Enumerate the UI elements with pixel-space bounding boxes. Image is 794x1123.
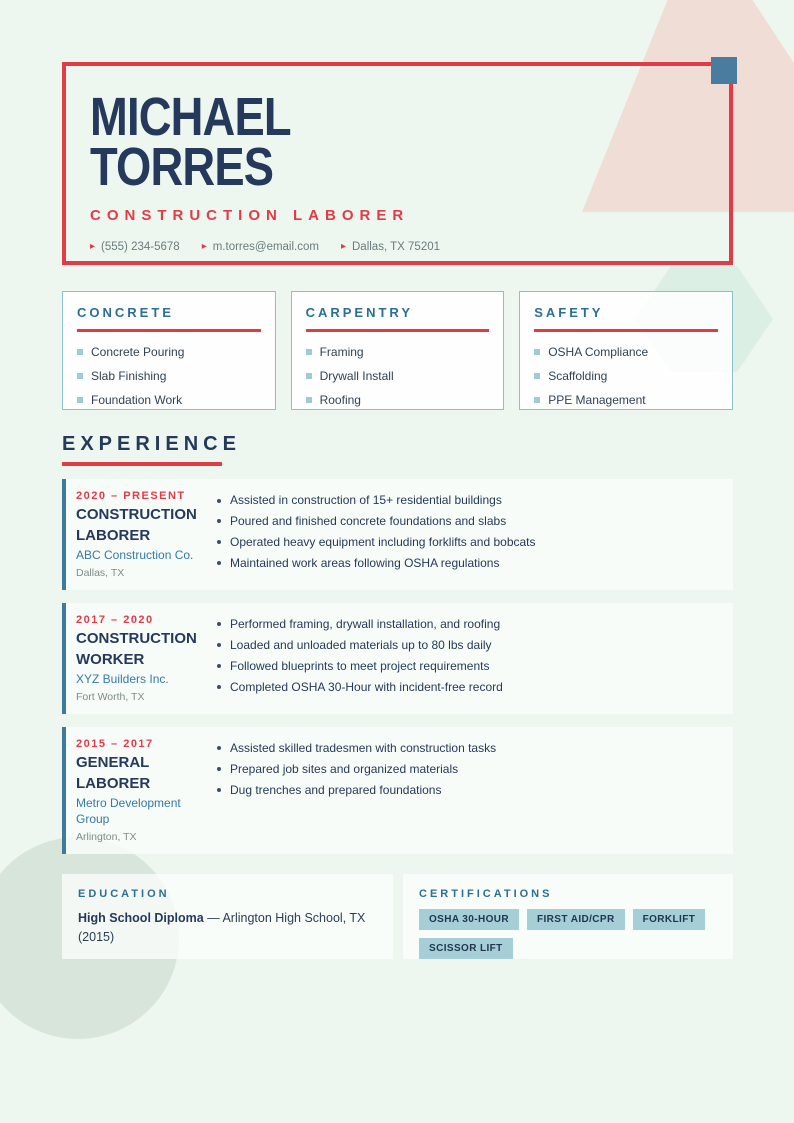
bottom-row [62,874,733,959]
skill-card-title: CONCRETE [77,305,174,320]
square-bullet-icon [306,349,312,355]
skill-item-label: Roofing [319,393,361,407]
job-meta [76,614,198,703]
job-location: Fort Worth, TX [76,690,145,703]
red-divider [77,329,261,332]
job-company: Metro Development Group [76,796,181,826]
job-bullet-list [212,490,536,579]
contact-email [202,241,319,253]
degree-details: — Arlington High School, TX (2015) [78,910,366,944]
job-entry-2 [62,603,733,714]
job-bullet: Loaded and unloaded materials up to 80 lbs daily [212,639,503,652]
skill-list [77,345,261,407]
square-bullet-icon [306,373,312,379]
location-text: Dallas, TX 75201 [352,241,441,254]
skill-item [306,369,490,383]
job-entry-3 [62,727,733,854]
certification-badge: OSHA 30-HOUR [419,909,519,930]
skill-item-label: PPE Management [548,393,646,407]
job-bullet: Operated heavy equipment including forklifts and bobcats [212,536,536,549]
job-bullet-list [212,738,496,843]
job-bullet: Performed framing, drywall installation, and roofing [212,618,503,631]
degree-name: High School Diploma [78,910,204,925]
name-line-2: TORRES [90,137,274,198]
certification-badges [419,909,717,959]
job-bullet: Dug trenches and prepared foundations [212,784,496,797]
job-company: ABC Construction Co. [76,548,194,563]
blue-square-shape [711,57,737,84]
skill-card-title: SAFETY [534,305,604,320]
education-heading: EDUCATION [78,887,170,900]
square-bullet-icon [77,397,83,403]
phone-text: (555) 234-5678 [101,241,180,254]
certifications-heading: CERTIFICATIONS [419,887,553,900]
job-title: GENERAL LABORER [76,753,151,792]
skill-item-label: Framing [319,345,364,359]
skill-list [306,345,490,407]
square-bullet-icon [306,397,312,403]
red-underline-bar [62,462,222,466]
skill-item [534,345,718,359]
skill-item [306,345,490,359]
headline-job-title: CONSTRUCTION LABORER [90,207,410,225]
contact-phone [90,241,180,253]
skill-item-label: Concrete Pouring [91,345,185,359]
job-title: CONSTRUCTION WORKER [76,629,197,668]
job-bullet: Prepared job sites and organized materials [212,763,496,776]
square-bullet-icon [77,373,83,379]
red-divider [534,329,718,332]
square-bullet-icon [77,349,83,355]
skill-card-concrete [62,291,276,410]
job-bullet: Poured and finished concrete foundations and slabs [212,515,536,528]
job-bullet: Assisted skilled tradesmen with construction tasks [212,742,496,755]
job-location: Dallas, TX [76,566,125,579]
job-bullet: Completed OSHA 30-Hour with incident-free record [212,681,503,694]
experience-section [62,433,733,854]
skill-item [534,369,718,383]
skill-item [534,393,718,407]
square-bullet-icon [534,373,540,379]
job-bullet: Assisted in construction of 15+ residential buildings [212,494,536,507]
certification-badge: SCISSOR LIFT [419,938,513,959]
job-bullet: Followed blueprints to meet project requirements [212,660,503,673]
skill-item [306,393,490,407]
skill-item-label: Scaffolding [548,369,608,383]
skill-item [77,369,261,383]
skill-item-label: OSHA Compliance [548,345,649,359]
header [62,62,733,265]
skill-item-label: Foundation Work [91,393,183,407]
skill-card-carpentry [291,291,505,410]
job-dates: 2015 – 2017 [76,737,154,750]
skill-card-title: CARPENTRY [305,305,414,320]
name-line-1: MICHAEL [90,87,291,147]
contact-row [90,241,705,253]
certification-badge: FORKLIFT [633,909,706,930]
certifications-card [403,874,733,959]
job-bullet: Maintained work areas following OSHA regulations [212,557,536,570]
arrow-bullet-icon: ▸ [90,241,96,253]
job-dates: 2020 – PRESENT [76,490,186,502]
job-meta [76,738,198,843]
arrow-bullet-icon: ▸ [201,241,207,253]
experience-heading: EXPERIENCE [62,433,241,455]
job-dates: 2017 – 2020 [76,613,154,626]
job-meta [76,490,198,579]
candidate-name [90,87,607,198]
skill-item [77,393,261,407]
email-text: m.torres@email.com [212,241,319,254]
skills-section [62,291,733,410]
job-company: XYZ Builders Inc. [76,672,169,687]
skill-item-label: Slab Finishing [91,369,167,383]
education-card [62,874,393,959]
job-bullet-list [212,614,503,703]
contact-location [341,241,440,253]
arrow-bullet-icon: ▸ [340,241,346,253]
job-location: Arlington, TX [76,830,137,843]
skill-item-label: Drywall Install [319,369,394,383]
square-bullet-icon [534,349,540,355]
job-title: CONSTRUCTION LABORER [76,506,197,544]
certification-badge: FIRST AID/CPR [527,909,625,930]
education-text [78,909,377,948]
red-divider [306,329,490,332]
job-entry-1 [62,479,733,590]
skill-item [77,345,261,359]
square-bullet-icon [534,397,540,403]
skill-list [534,345,718,407]
skill-card-safety [519,291,733,410]
